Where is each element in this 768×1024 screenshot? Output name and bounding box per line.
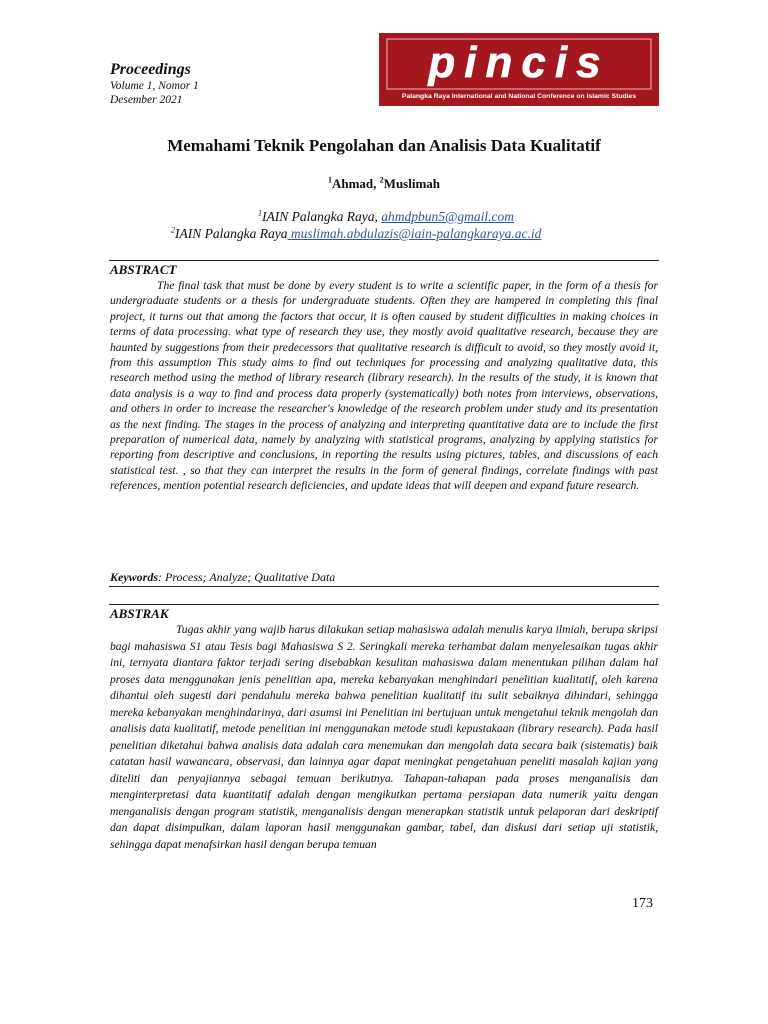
aff2-institution: IAIN Palangka Raya: [175, 226, 288, 241]
aff1-email-link[interactable]: ahmdpbun5@gmail.com: [381, 209, 515, 224]
logo-wordmark: pincis: [428, 38, 610, 87]
abstract-paragraph: The final task that must be done by every student is to write a scientific paper, in the form of a thesis for undergraduate students or a thesis for undergraduate students. Often they are hampered in completing this final project, it turns out that among the factors that occur, it is often caused by student difficulties in making choices in terms of data processing. what type of research they use, they mostly avoid qualitative research, because they are haunted by suggestions from their predecessors that qualitative research is difficult to avoid, so they mostly avoid it, from this assumption This study aims to find out techniques for processing and analyzing qualitative data, this research method using the method of library research (library research). In the results of the study, it is known that data analysis is a way to find and process data properly (systematically) both notes from interviews, observations, and others in order to increase the researcher's knowledge of the research problem under study and its presentation as the next finding. The stages in the process of analyzing and interpreting quantitative data are to include the first preparation of numerical data, namely by analyzing with statistical programs, analyzing by applying statistics for reporting from descriptive and conclusions, in reporting the results using pictures, tables, and discussions of each statistical test. , so that they can interpret the results in the form of general findings, correlate findings with past references, mention potential research deficiencies, and update ideas that will deepen and expand future research.: [110, 279, 658, 493]
author-line: [0, 176, 768, 192]
aff1-superscript: 1: [258, 208, 262, 218]
paper-title: Memahami Teknik Pengolahan dan Analisis Data Kualitatif: [167, 136, 601, 155]
abstrak-heading: ABSTRAK: [110, 606, 169, 621]
proceedings-title: Proceedings: [110, 61, 191, 78]
logo-subtitle: Palangka Raya International and National Conference on Islamic Studies: [401, 93, 637, 100]
page-number: 173: [632, 896, 653, 911]
abstract-heading: ABSTRACT: [110, 262, 177, 277]
keywords-line: [110, 570, 335, 585]
pincis-logo: [379, 33, 659, 106]
keywords-label: Keywords: [110, 570, 158, 584]
author2-superscript: 2: [379, 175, 384, 185]
volume-info: Volume 1, Nomor 1: [110, 80, 199, 92]
keywords-value: : Process; Analyze; Qualitative Data: [158, 570, 336, 584]
divider: [109, 260, 659, 261]
author1-name: Ahmad,: [331, 176, 380, 191]
aff2-superscript: 2: [171, 225, 175, 235]
publication-date: Desember 2021: [110, 94, 183, 106]
proceedings-info: [110, 61, 199, 107]
divider: [109, 604, 659, 605]
author2-name: Muslimah: [383, 176, 441, 191]
author1-superscript: 1: [327, 175, 332, 185]
aff2-email-link[interactable]: muslimah.abdulazis@iain-palangkaraya.ac.id: [287, 226, 542, 241]
affiliation-1: [258, 209, 514, 225]
aff1-institution: IAIN Palangka Raya,: [262, 209, 382, 224]
abstrak-text: [110, 622, 658, 853]
abstrak-paragraph: Tugas akhir yang wajib harus dilakukan setiap mahasiswa adalah menulis karya ilmiah, berupa skripsi bagi mahasiswa S1 atau Tesis bagi Mahasiswa S 2. Seringkali mereka terhambat dalam menyelesaikan tugas akhir ini, ternyata diantara faktor terjadi sering disebabkan kesulitan mahasiswa dalam menentukan pilihan dalam hal proses data menggunakan jenis penelitian apa, mereka kebanyakan menghindari penelitian kualitatif, oleh karena dihantui oleh sugesti dari pendahulu mereka bahwa penelitian kualitatif itu sulit sebaiknya dihindari, sehingga mereka kebanyakan menghindarinya, dari asumsi ini Penelitian ini bertujuan untuk mengetahui teknik mengolah dan analisis data kualitatif, metode penelitian ini menggunakan metode studi kepustakaan (library research). Pada hasil penelitian diketahui bahwa analisis data adalah cara menemukan dan mengolah data secara baik (sistematis) baik catatan hasil wawancara, observasi, dan lainnya agar dapat meningkat pengetahuan peneliti masalah kajian yang diteliti dan penyajiannya sebagai temuan berikutnya. Tahapan-tahapan pada proses menganalisis dan menginterpretasi data kuantitatif adalah dengan mengikutkan pertama persiapan data numerik yaitu dengan menganalisis dengan program statistik, menganalisis dengan menerapkan statistik untuk pelaporan dari deskriptif dan dapat disimpulkan, dalam laporan hasil menggunakan gambar, tabel, dan diskusi dari setiap uji statistik, sehingga dapat menafsirkan hasil dengan berupa temuan: [110, 623, 658, 851]
divider: [109, 586, 659, 587]
affiliation-2: [171, 226, 541, 242]
abstract-text: [110, 278, 658, 494]
